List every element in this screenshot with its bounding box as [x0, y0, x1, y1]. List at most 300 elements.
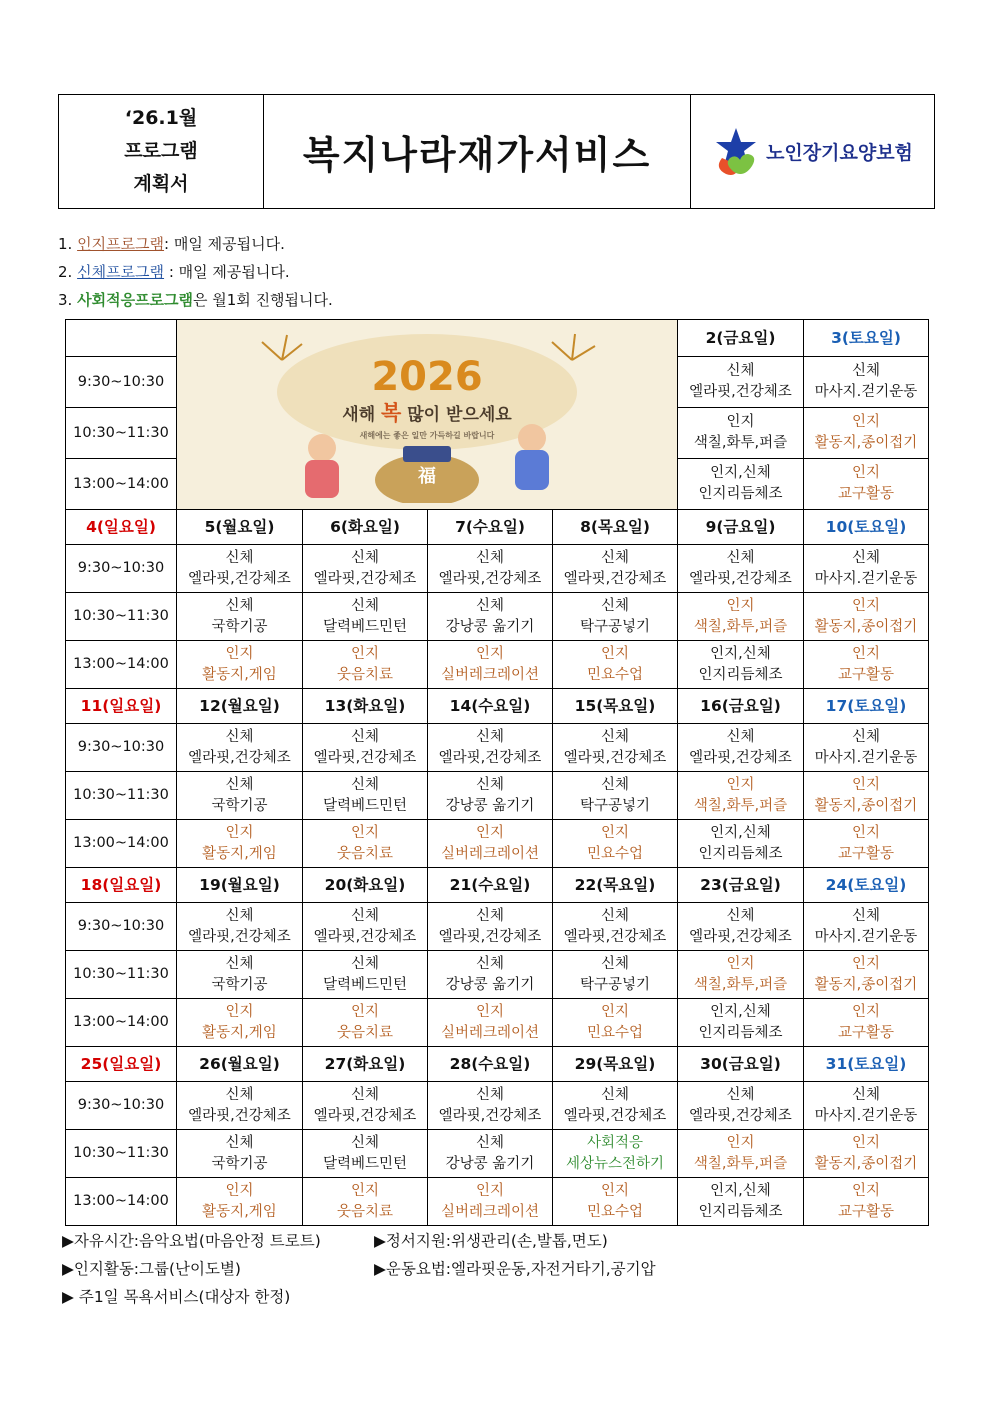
program-category: 신체 [851, 363, 880, 380]
program-activity: 엘라핏,건강체조 [188, 928, 291, 945]
day-header-cell: 18(일요일) [66, 868, 177, 903]
day-header-cell: 10(토요일) [804, 510, 929, 545]
time-cell: 10:30~11:30 [66, 1130, 177, 1178]
program-cell [678, 772, 804, 820]
program-activity: 민요수업 [586, 1203, 644, 1220]
program-cell [804, 1130, 929, 1178]
day-header-cell: 25(일요일) [66, 1047, 177, 1082]
program-activity: 엘라핏,건강체조 [689, 384, 792, 401]
program-category: 인지,신체 [710, 645, 771, 662]
program-category: 인지 [851, 955, 880, 972]
program-cell [553, 1178, 678, 1226]
program-category: 신체 [225, 549, 254, 566]
program-cell [804, 820, 929, 868]
program-cell [428, 1178, 553, 1226]
program-activity: 엘라핏,건강체조 [563, 928, 667, 945]
program-category: 신체 [600, 549, 629, 566]
program-cell [804, 724, 929, 772]
program-activity: 웃음치료 [336, 1024, 394, 1041]
program-category: 인지,신체 [710, 824, 771, 841]
time-slot-row [66, 545, 929, 593]
program-activity: 엘라핏,건강체조 [563, 1107, 667, 1124]
time-slot-row [66, 903, 929, 951]
program-category: 인지 [350, 1182, 379, 1199]
svg-text:새해 복 많이 받으세요 [342, 401, 512, 425]
program-cell [553, 951, 678, 999]
program-category: 신체 [475, 955, 504, 972]
day-header-cell: 2(금요일) [678, 320, 804, 357]
program-activity: 강낭콩 옮기기 [445, 976, 535, 993]
program-activity: 색칠,화투,퍼즐 [693, 435, 788, 452]
program-category: 신체 [726, 907, 755, 924]
program-category: 인지 [475, 1182, 504, 1199]
program-activity: 국학기공 [211, 797, 268, 814]
program-category: 신체 [851, 907, 880, 924]
program-category: 신체 [350, 597, 379, 614]
time-cell: 9:30~10:30 [66, 724, 177, 772]
program-category: 신체 [225, 776, 254, 793]
program-activity: 인지리듬체조 [698, 1203, 783, 1220]
program-activity: 실버레크레이션 [440, 1203, 540, 1220]
time-cell: 13:00~14:00 [66, 820, 177, 868]
time-cell: 13:00~14:00 [66, 1178, 177, 1226]
program-category: 인지 [851, 1182, 880, 1199]
program-activity: 민요수업 [586, 666, 644, 683]
program-category: 신체 [600, 907, 629, 924]
program-cell [428, 593, 553, 641]
program-cell [177, 951, 303, 999]
program-category: 인지 [851, 645, 880, 662]
time-cell: 10:30~11:30 [66, 951, 177, 999]
program-category: 신체 [350, 776, 379, 793]
day-header-cell: 8(목요일) [553, 510, 678, 545]
program-cell [177, 1130, 303, 1178]
footer-exercise-therapy: ▶운동요법:엘라핏운동,자전거타기,공기압 [374, 1260, 656, 1278]
program-category: 인지 [726, 955, 755, 972]
time-cell: 13:00~14:00 [66, 641, 177, 689]
day-header-cell: 3(토요일) [804, 320, 929, 357]
program-cell [303, 999, 428, 1047]
program-category: 신체 [350, 1134, 379, 1151]
program-activity: 세상뉴스전하기 [565, 1155, 665, 1172]
note-highlight-social: 사회적응프로그램 [77, 291, 194, 309]
program-category: 신체 [475, 728, 504, 745]
program-activity: 엘라핏,건강체조 [689, 1107, 792, 1124]
program-category: 신체 [851, 1086, 880, 1103]
program-category: 인지 [350, 645, 379, 662]
day-header-row [66, 868, 929, 903]
program-activity: 엘라핏,건강체조 [563, 570, 667, 587]
plan-month: ‘26.1월 [124, 107, 198, 129]
day-header-cell: 20(화요일) [303, 868, 428, 903]
program-cell [678, 903, 804, 951]
program-activity: 인지리듬체조 [698, 666, 783, 683]
time-cell: 10:30~11:30 [66, 772, 177, 820]
program-cell [804, 1082, 929, 1130]
day-header-cell: 31(토요일) [804, 1047, 929, 1082]
banner-greeting-post: 많이 받으세요 [401, 405, 512, 425]
program-category: 신체 [851, 728, 880, 745]
program-cell [303, 951, 428, 999]
program-cell [428, 772, 553, 820]
program-cell [428, 999, 553, 1047]
program-category: 인지 [726, 1134, 755, 1151]
program-category: 인지 [726, 414, 755, 431]
program-activity: 웃음치료 [336, 845, 394, 862]
program-category: 신체 [475, 1134, 504, 1151]
program-activity: 엘라핏,건강체조 [188, 749, 291, 766]
program-cell [678, 641, 804, 689]
new-year-banner [177, 320, 678, 510]
program-activity: 엘라핏,건강체조 [438, 928, 542, 945]
program-activity: 활동지,종이접기 [814, 1155, 918, 1172]
footer-cognitive-activity: ▶인지활동:그룹(난이도별) [62, 1260, 241, 1278]
program-activity: 실버레크레이션 [440, 845, 540, 862]
program-category: 신체 [350, 728, 379, 745]
day-header-cell: 22(목요일) [553, 868, 678, 903]
footer-row [62, 1255, 656, 1283]
day-header-cell: 15(목요일) [553, 689, 678, 724]
banner-sub: 새해에는 좋은 일만 가득하길 바랍니다 [359, 431, 495, 440]
program-activity: 마사지.걷기운동 [814, 749, 918, 766]
note-text: 은 월1회 진행됩니다. [193, 291, 333, 309]
program-cell [553, 772, 678, 820]
program-cell [804, 459, 929, 510]
footer-emotional-support: ▶정서지원:위생관리(손,발톱,면도) [374, 1232, 608, 1250]
program-category: 신체 [225, 597, 254, 614]
program-cell [553, 724, 678, 772]
program-category: 인지 [225, 1003, 254, 1020]
logo-box [691, 95, 934, 208]
program-category: 신체 [475, 907, 504, 924]
program-category: 신체 [475, 549, 504, 566]
note-item [58, 286, 333, 314]
program-category: 신체 [475, 776, 504, 793]
day-header-cell: 27(화요일) [303, 1047, 428, 1082]
program-activity: 마사지.걷기운동 [814, 928, 918, 945]
program-cell [428, 951, 553, 999]
program-cell [678, 724, 804, 772]
program-category: 인지 [475, 645, 504, 662]
program-activity: 엘라핏,건강체조 [188, 1107, 291, 1124]
program-category: 인지 [600, 1003, 629, 1020]
program-category: 인지 [475, 824, 504, 841]
program-activity: 활동지,게임 [202, 1024, 277, 1041]
banner-year: 2026 [371, 354, 483, 400]
empty-corner-cell [66, 320, 177, 357]
program-cell [177, 999, 303, 1047]
footer-free-time: ▶자유시간:음악요법(마음안정 트로트) [62, 1232, 321, 1250]
note-text: : 매일 제공됩니다. [164, 263, 290, 281]
program-activity: 실버레크레이션 [440, 666, 540, 683]
program-category: 신체 [600, 955, 629, 972]
insurance-logo [712, 126, 913, 178]
program-activity: 교구활동 [837, 1203, 895, 1220]
program-category: 인지,신체 [710, 1182, 771, 1199]
program-activity: 강낭콩 옮기기 [445, 797, 535, 814]
program-cell [177, 772, 303, 820]
program-category: 인지 [851, 597, 880, 614]
program-cell [804, 951, 929, 999]
program-cell [804, 545, 929, 593]
program-cell [177, 593, 303, 641]
program-notes [58, 230, 333, 314]
day-header-cell: 9(금요일) [678, 510, 804, 545]
program-activity: 마사지.걷기운동 [814, 1107, 918, 1124]
note-highlight-physical: 신체프로그램 [77, 263, 165, 281]
program-activity: 색칠,화투,퍼즐 [693, 1155, 788, 1172]
program-cell [428, 724, 553, 772]
program-category: 인지 [726, 776, 755, 793]
program-cell [804, 903, 929, 951]
plan-document: 계획서 [133, 173, 189, 195]
program-category: 인지,신체 [710, 465, 771, 481]
day-header-cell: 23(금요일) [678, 868, 804, 903]
time-cell: 9:30~10:30 [66, 903, 177, 951]
program-cell [428, 903, 553, 951]
program-activity: 엘라핏,건강체조 [689, 928, 792, 945]
program-category: 인지 [600, 1182, 629, 1199]
program-category: 신체 [475, 1086, 504, 1103]
program-activity: 마사지.걷기운동 [814, 570, 918, 587]
program-category: 신체 [350, 1086, 379, 1103]
program-cell [804, 593, 929, 641]
program-cell [428, 641, 553, 689]
time-cell: 10:30~11:30 [66, 593, 177, 641]
program-cell [678, 820, 804, 868]
day-header-cell: 14(수요일) [428, 689, 553, 724]
program-cell [678, 1130, 804, 1178]
program-activity: 엘라핏,건강체조 [689, 749, 792, 766]
time-slot-row [66, 593, 929, 641]
program-cell [303, 724, 428, 772]
program-category: 인지 [851, 776, 880, 793]
program-activity: 색칠,화투,퍼즐 [693, 797, 788, 814]
day-header-cell: 26(월요일) [177, 1047, 303, 1082]
banner-bag-label: 福 [418, 466, 436, 487]
program-activity: 국학기공 [211, 976, 268, 993]
program-cell [678, 999, 804, 1047]
program-cell [678, 1178, 804, 1226]
plan-program: 프로그램 [124, 140, 198, 162]
program-activity: 엘라핏,건강체조 [438, 570, 542, 587]
note-number: 1. [58, 235, 73, 253]
program-activity: 활동지,종이접기 [814, 435, 918, 452]
program-cell [678, 951, 804, 999]
program-cell [177, 641, 303, 689]
program-category: 사회적응 [586, 1134, 644, 1151]
program-category: 인지,신체 [710, 1003, 771, 1020]
program-cell [177, 820, 303, 868]
day-header-cell: 30(금요일) [678, 1047, 804, 1082]
program-activity: 웃음치료 [336, 666, 394, 683]
day-header-cell: 5(월요일) [177, 510, 303, 545]
program-activity: 탁구공넣기 [579, 797, 651, 814]
program-activity: 엘라핏,건강체조 [313, 1107, 417, 1124]
program-activity: 활동지,종이접기 [814, 797, 918, 814]
program-cell [678, 408, 804, 459]
program-activity: 엘라핏,건강체조 [188, 570, 291, 587]
program-activity: 마사지.걷기운동 [814, 384, 918, 401]
program-category: 인지 [726, 597, 755, 614]
program-cell [553, 820, 678, 868]
program-activity: 실버레크레이션 [440, 1024, 540, 1041]
banner-greeting-pre: 새해 [342, 405, 382, 425]
day-header-cell: 4(일요일) [66, 510, 177, 545]
day-header-cell: 17(토요일) [804, 689, 929, 724]
time-slot-row [66, 1178, 929, 1226]
day-header-cell: 21(수요일) [428, 868, 553, 903]
program-category: 인지 [600, 645, 629, 662]
program-activity: 국학기공 [211, 618, 268, 635]
program-activity: 엘라핏,건강체조 [438, 1107, 542, 1124]
program-category: 신체 [225, 907, 254, 924]
day-header-cell: 24(토요일) [804, 868, 929, 903]
note-highlight-cognitive: 인지프로그램 [77, 235, 165, 253]
program-cell [678, 1082, 804, 1130]
program-cell [804, 357, 929, 408]
day-header-row [66, 510, 929, 545]
program-activity: 민요수업 [586, 845, 644, 862]
program-activity: 엘라핏,건강체조 [313, 749, 417, 766]
program-activity: 엘라핏,건강체조 [689, 570, 792, 587]
program-category: 인지 [851, 824, 880, 841]
time-slot-row [66, 820, 929, 868]
program-activity: 엘라핏,건강체조 [563, 749, 667, 766]
day-header-cell: 11(일요일) [66, 689, 177, 724]
note-item [58, 258, 333, 286]
program-category: 신체 [726, 549, 755, 566]
footer-bath-service: ▶ 주1일 목욕서비스(대상자 한정) [62, 1288, 291, 1306]
day-header-cell: 6(화요일) [303, 510, 428, 545]
day-header-cell: 12(월요일) [177, 689, 303, 724]
day-header-row [66, 689, 929, 724]
program-activity: 활동지,게임 [202, 845, 277, 862]
program-category: 신체 [225, 1134, 254, 1151]
program-cell [804, 641, 929, 689]
program-cell [303, 903, 428, 951]
program-cell [553, 999, 678, 1047]
program-activity: 국학기공 [211, 1155, 268, 1172]
program-cell [678, 357, 804, 408]
new-year-banner-image [177, 320, 677, 503]
program-category: 신체 [851, 549, 880, 566]
program-category: 신체 [600, 597, 629, 614]
program-cell [177, 903, 303, 951]
day-header-cell: 28(수요일) [428, 1047, 553, 1082]
program-activity: 탁구공넣기 [579, 618, 651, 635]
program-cell [804, 408, 929, 459]
time-slot-row [66, 1130, 929, 1178]
program-cell [553, 593, 678, 641]
banner-greeting-bok: 복 [381, 401, 402, 425]
program-cell [303, 1178, 428, 1226]
program-category: 신체 [350, 549, 379, 566]
program-activity: 엘라핏,건강체조 [313, 570, 417, 587]
program-category: 인지 [350, 824, 379, 841]
time-cell: 9:30~10:30 [66, 1082, 177, 1130]
footer-notes [62, 1227, 656, 1311]
time-cell: 10:30~11:30 [66, 408, 177, 459]
program-category: 인지 [475, 1003, 504, 1020]
day-header-row [66, 320, 929, 357]
time-cell: 9:30~10:30 [66, 545, 177, 593]
program-category: 신체 [600, 728, 629, 745]
program-activity: 엘라핏,건강체조 [438, 749, 542, 766]
program-category: 신체 [350, 955, 379, 972]
program-cell [177, 1082, 303, 1130]
program-cell [678, 459, 804, 510]
program-activity: 교구활동 [837, 486, 895, 502]
program-activity: 민요수업 [586, 1024, 644, 1041]
program-cell [804, 1178, 929, 1226]
program-cell [177, 724, 303, 772]
star-heart-logo-icon [712, 126, 760, 178]
footer-row [62, 1283, 656, 1311]
program-cell [303, 1130, 428, 1178]
program-cell [428, 1082, 553, 1130]
program-cell [303, 545, 428, 593]
time-cell: 13:00~14:00 [66, 459, 177, 510]
program-activity: 강낭콩 옮기기 [445, 618, 535, 635]
time-cell: 9:30~10:30 [66, 357, 177, 408]
program-activity: 웃음치료 [336, 1203, 394, 1220]
program-category: 인지 [851, 414, 880, 431]
program-cell [428, 1130, 553, 1178]
program-category: 신체 [600, 1086, 629, 1103]
program-cell [678, 545, 804, 593]
program-cell [553, 903, 678, 951]
program-activity: 교구활동 [837, 845, 895, 862]
schedule-calendar [65, 319, 929, 1226]
program-cell [303, 641, 428, 689]
program-cell [428, 545, 553, 593]
time-slot-row [66, 724, 929, 772]
program-activity: 달력베드민턴 [322, 1155, 408, 1172]
program-cell [678, 593, 804, 641]
plan-label-box [59, 95, 264, 208]
program-category: 인지 [851, 1003, 880, 1020]
time-slot-row [66, 641, 929, 689]
time-slot-row [66, 999, 929, 1047]
program-category: 신체 [225, 1086, 254, 1103]
note-text: : 매일 제공됩니다. [164, 235, 285, 253]
program-activity: 달력베드민턴 [322, 797, 408, 814]
program-cell [177, 1178, 303, 1226]
note-number: 2. [58, 263, 73, 281]
program-category: 인지 [225, 645, 254, 662]
program-category: 인지 [851, 1134, 880, 1151]
time-slot-row [66, 1082, 929, 1130]
program-cell [804, 999, 929, 1047]
time-slot-row [66, 772, 929, 820]
program-cell [303, 772, 428, 820]
day-header-cell: 16(금요일) [678, 689, 804, 724]
program-category: 신체 [225, 728, 254, 745]
program-activity: 달력베드민턴 [322, 976, 408, 993]
program-activity: 인지리듬체조 [698, 486, 783, 502]
program-cell [553, 641, 678, 689]
program-activity: 교구활동 [837, 666, 895, 683]
program-cell [303, 1082, 428, 1130]
logo-text: 노인장기요양보험 [766, 142, 913, 164]
footer-row [62, 1227, 656, 1255]
program-activity: 활동지,게임 [202, 1203, 277, 1220]
day-header-row [66, 1047, 929, 1082]
day-header-cell: 13(화요일) [303, 689, 428, 724]
program-category: 신체 [726, 363, 755, 380]
program-activity: 탁구공넣기 [579, 976, 651, 993]
